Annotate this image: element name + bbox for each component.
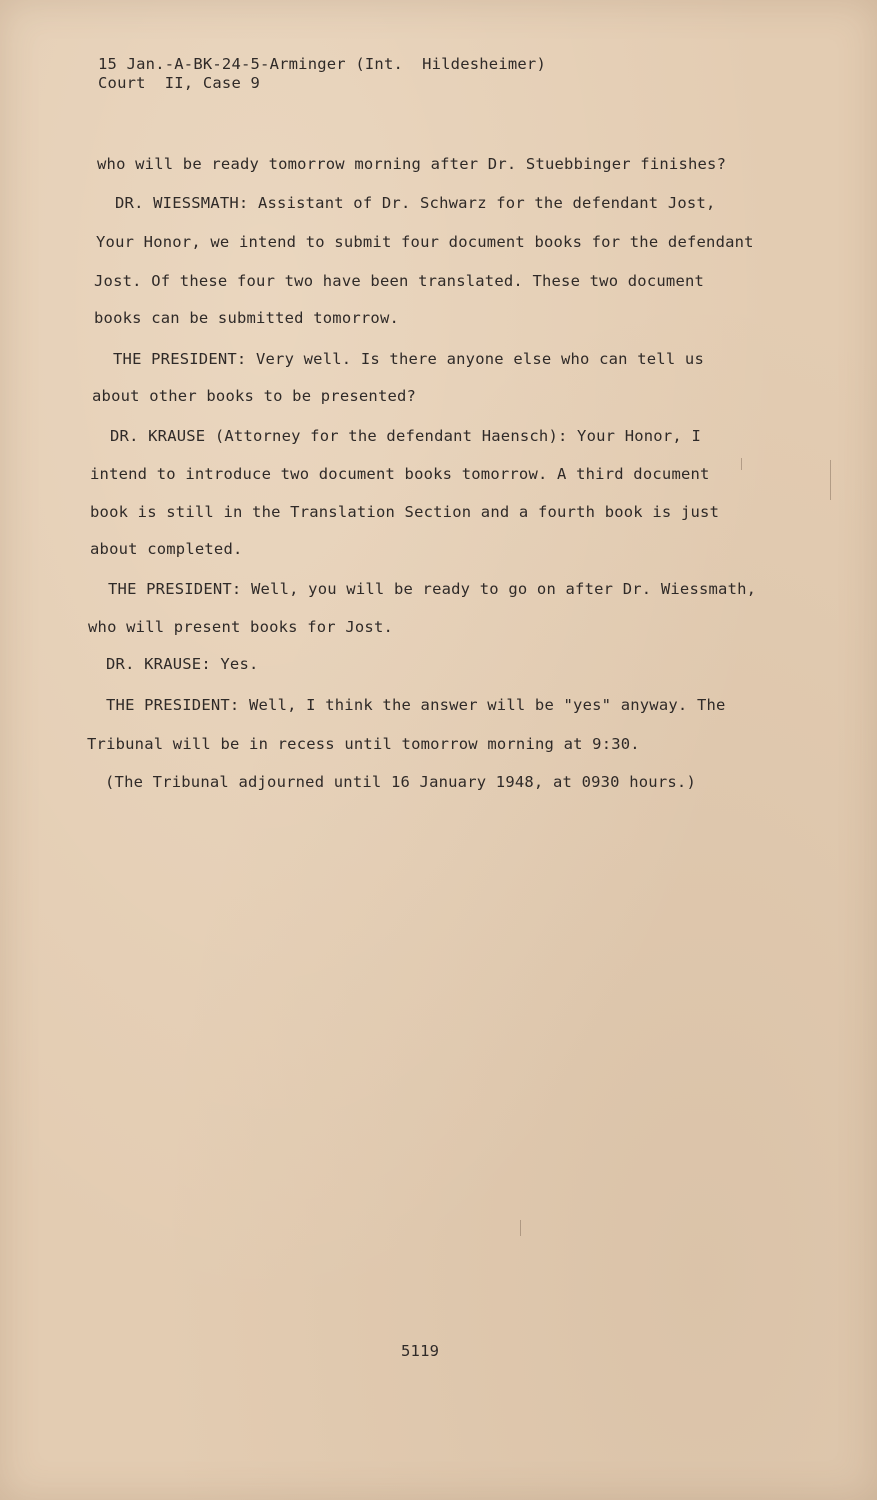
transcript-line: who will be ready tomorrow morning after Dr. Stuebbinger finishes? xyxy=(97,155,727,173)
transcript-line: DR. WIESSMATH: Assistant of Dr. Schwarz for the defendant Jost, xyxy=(115,194,716,212)
page-number: 5119 xyxy=(401,1342,440,1360)
paper-mark xyxy=(830,460,831,500)
transcript-line: Your Honor, we intend to submit four document books for the defendant xyxy=(96,233,754,251)
transcript-line: about other books to be presented? xyxy=(92,387,417,405)
transcript-line: Tribunal will be in recess until tomorrow morning at 9:30. xyxy=(87,735,640,753)
transcript-line: DR. KRAUSE (Attorney for the defendant Haensch): Your Honor, I xyxy=(110,427,701,445)
header-court-case: Court II, Case 9 xyxy=(98,74,261,92)
transcript-line: book is still in the Translation Section and a fourth book is just xyxy=(90,503,720,521)
header-case-reference: 15 Jan.-A-BK-24-5-Arminger (Int. Hildesheimer) xyxy=(98,55,546,73)
transcript-line: who will present books for Jost. xyxy=(88,618,394,636)
transcript-line: DR. KRAUSE: Yes. xyxy=(106,655,259,673)
paper-mark xyxy=(520,1220,521,1236)
transcript-line: about completed. xyxy=(90,540,243,558)
paper-mark xyxy=(741,458,742,470)
transcript-line: books can be submitted tomorrow. xyxy=(94,309,400,327)
document-header xyxy=(98,55,546,93)
transcript-line: THE PRESIDENT: Very well. Is there anyone else who can tell us xyxy=(113,350,704,368)
transcript-line: Jost. Of these four two have been translated. These two document xyxy=(94,272,705,290)
transcript-line: (The Tribunal adjourned until 16 January 1948, at 0930 hours.) xyxy=(105,773,696,791)
transcript-line: THE PRESIDENT: Well, I think the answer will be "yes" anyway. The xyxy=(106,696,726,714)
transcript-line: intend to introduce two document books tomorrow. A third document xyxy=(90,465,710,483)
transcript-line: THE PRESIDENT: Well, you will be ready to go on after Dr. Wiessmath, xyxy=(108,580,757,598)
